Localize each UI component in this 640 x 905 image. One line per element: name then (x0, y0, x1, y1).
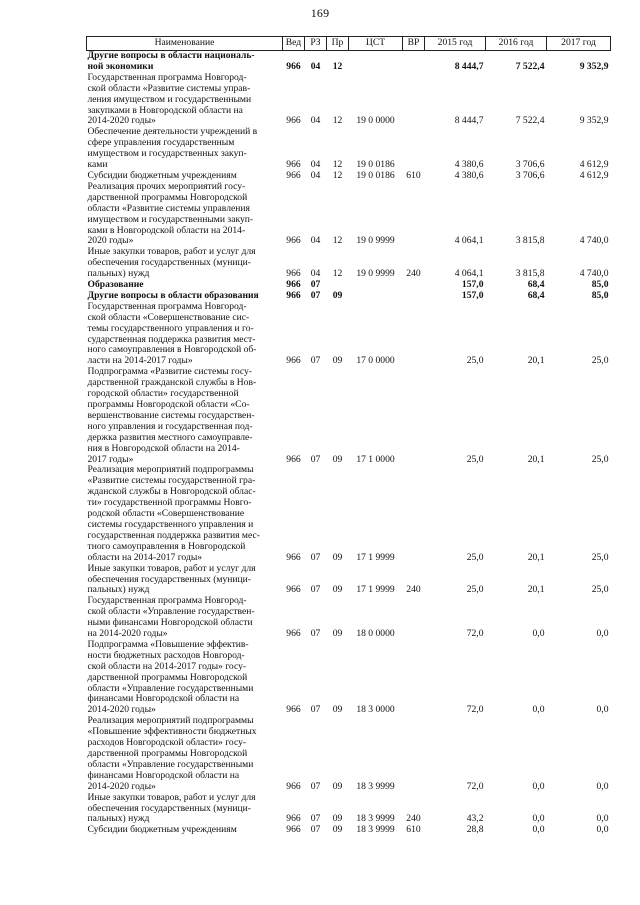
table-row (87, 596, 611, 640)
cell-name: Реализация прочих мероприятий госу- дарственной программы Новгородской области «Развитие системы управления имуществом и государственными закуп- ками в Новгородской области на 2014- 2020 годы» (87, 180, 254, 247)
cell-vr (403, 716, 425, 792)
cell-pr: 12 (332, 159, 343, 171)
cell-ved: 966 (286, 235, 301, 247)
cell-vr (403, 182, 425, 247)
cell-cst (349, 280, 403, 291)
cell-2017: 25,0 (591, 551, 609, 563)
cell-vr: 240 (406, 584, 421, 596)
cell-name: Субсидии бюджетным учреждениям (87, 169, 237, 181)
cell-cst: 19 0 0000 (356, 115, 395, 127)
cell-ved: 966 (286, 115, 301, 127)
cell-ved: 966 (286, 268, 301, 280)
cell-ved: 966 (286, 824, 301, 836)
cell-pr: 09 (332, 289, 343, 301)
table-header (87, 37, 611, 51)
cell-name: Реализация мероприятий подпрограммы «Развитие системы государственной гра- жданской службы в Новгородской облас- ти» государственной программы Новго- родской области «Совершенствование системы государственного управления и государственная поддержка развития мес- тного самоуправления в Новгородской области на 2014-2017 годы» (87, 464, 260, 563)
cell-2015: 4 064,1 (454, 235, 484, 247)
cell-rz: 07 (310, 289, 321, 301)
cell-cst: 19 0 9999 (356, 268, 395, 280)
cell-cst (349, 51, 403, 73)
cell-cst: 18 3 9999 (356, 824, 395, 836)
cell-rz: 07 (310, 279, 321, 291)
cell-rz: 07 (310, 824, 321, 836)
cell-2017: 9 352,9 (579, 115, 609, 127)
cell-vr (403, 302, 425, 367)
header-rz: РЗ (305, 37, 327, 51)
cell-vr (403, 127, 425, 171)
table-row (87, 73, 611, 128)
cell-pr: 12 (332, 115, 343, 127)
cell-rz: 07 (310, 813, 321, 825)
cell-name: Реализация мероприятий подпрограммы «Повышение эффективности бюджетных расходов Новгородской области» госу- дарственной программы Новгородской области «Управление государственными финансами Новгородской области на 2014-2020 годы» (87, 715, 257, 792)
cell-name: Образование (87, 279, 144, 291)
header-pr: Пр (327, 37, 349, 51)
header-ved: Вед (283, 37, 305, 51)
cell-2017: 25,0 (591, 355, 609, 367)
cell-pr: 12 (332, 235, 343, 247)
table-row (87, 367, 611, 465)
cell-vr (403, 73, 425, 128)
cell-vr: 240 (406, 268, 421, 280)
table-row (87, 564, 611, 597)
cell-cst (349, 291, 403, 302)
cell-2015: 25,0 (466, 584, 484, 596)
cell-2017: 4 612,9 (579, 159, 609, 171)
cell-2016: 68,4 (527, 279, 545, 291)
header-cst: ЦСТ (349, 37, 403, 51)
cell-2017: 0,0 (596, 780, 609, 792)
cell-cst: 17 1 0000 (356, 453, 395, 465)
cell-vr (403, 596, 425, 640)
cell-2015: 8 444,7 (454, 60, 484, 72)
cell-rz: 07 (310, 628, 321, 640)
cell-ved: 966 (286, 551, 301, 563)
cell-2016: 0,0 (532, 824, 545, 836)
cell-rz: 07 (310, 355, 321, 367)
cell-name: Подпрограмма «Развитие системы госу- дарственной гражданской службы в Нов- городской области» государственной программы Новгородской области «Со- вершенствование системы государствен- ного управления и государственная под- держка развития местного самоуправле- ния в Новгородской области на 2014- 2017 годы» (87, 366, 257, 465)
cell-pr: 09 (332, 551, 343, 563)
cell-rz: 07 (310, 780, 321, 792)
table-row (87, 793, 611, 826)
cell-pr: 12 (332, 268, 343, 280)
table-body (87, 51, 611, 837)
cell-2016: 0,0 (532, 704, 545, 716)
cell-ved: 966 (286, 780, 301, 792)
cell-name: Государственная программа Новгород- ской области «Совершенствование сис- темы государственного управления и го- сударственная поддержка развития мест- ного самоуправления в Новгородской об- ласти на 2014-2017 годы» (87, 300, 257, 367)
cell-pr: 09 (332, 824, 343, 836)
cell-2016: 0,0 (532, 780, 545, 792)
cell-cst: 18 3 0000 (356, 704, 395, 716)
cell-ved: 966 (286, 628, 301, 640)
header-vr: ВР (403, 37, 425, 51)
cell-name: Государственная программа Новгород- ской области «Развитие системы управ- ления имуществом и государственными закупками в Новгородской области на 2014-2020 годы» (87, 71, 252, 127)
cell-2015: 4 380,6 (454, 159, 484, 171)
cell-cst: 18 3 9999 (356, 813, 395, 825)
cell-2015: 72,0 (466, 780, 484, 792)
cell-2015: 25,0 (466, 551, 484, 563)
cell-2017: 4 740,0 (579, 235, 609, 247)
cell-vr (403, 291, 425, 302)
cell-pr: 09 (332, 704, 343, 716)
header-2015: 2015 год (425, 37, 486, 51)
cell-2017: 0,0 (596, 824, 609, 836)
cell-pr: 09 (332, 813, 343, 825)
cell-2015: 25,0 (466, 355, 484, 367)
cell-rz: 07 (310, 584, 321, 596)
cell-ved: 966 (286, 453, 301, 465)
cell-cst: 18 3 9999 (356, 780, 395, 792)
cell-2016: 20,1 (527, 453, 545, 465)
cell-ved: 966 (286, 60, 301, 72)
table-row (87, 51, 611, 73)
cell-2015: 4 064,1 (454, 268, 484, 280)
table-row (87, 716, 611, 792)
table-row (87, 640, 611, 716)
cell-2016: 7 522,4 (515, 115, 545, 127)
cell-2017: 4 612,9 (579, 169, 609, 181)
cell-2016: 20,1 (527, 551, 545, 563)
cell-rz: 04 (310, 268, 321, 280)
cell-2015: 72,0 (466, 628, 484, 640)
cell-cst: 17 0 0000 (356, 355, 395, 367)
cell-ved: 966 (286, 355, 301, 367)
cell-2015: 157,0 (461, 279, 484, 291)
cell-vr: 610 (406, 169, 421, 181)
cell-pr: 09 (332, 628, 343, 640)
table-row (87, 825, 611, 836)
cell-ved: 966 (286, 813, 301, 825)
cell-vr (403, 51, 425, 73)
cell-name: Обеспечение деятельности учреждений в сфере управления государственным имуществом и государственных закуп- ками (87, 126, 258, 171)
cell-vr (403, 280, 425, 291)
cell-cst: 17 1 9999 (356, 551, 395, 563)
table-row (87, 127, 611, 171)
cell-cst: 18 0 0000 (356, 628, 395, 640)
header-2017: 2017 год (547, 37, 611, 51)
cell-ved: 966 (286, 159, 301, 171)
cell-2017: 0,0 (596, 704, 609, 716)
cell-2016: 0,0 (532, 628, 545, 640)
cell-ved: 966 (286, 584, 301, 596)
cell-rz: 07 (310, 704, 321, 716)
cell-ved: 966 (286, 169, 301, 181)
cell-2017: 85,0 (591, 289, 609, 301)
cell-2017: 25,0 (591, 584, 609, 596)
cell-2016: 20,1 (527, 584, 545, 596)
cell-pr: 12 (332, 169, 343, 181)
cell-2016: 68,4 (527, 289, 545, 301)
cell-rz: 04 (310, 159, 321, 171)
cell-2016: 3 706,6 (515, 159, 545, 171)
cell-pr: 09 (332, 780, 343, 792)
cell-2017: 0,0 (596, 628, 609, 640)
cell-2017: 9 352,9 (579, 60, 609, 72)
cell-vr: 240 (406, 813, 421, 825)
cell-name: Другие вопросы в области националь- ной экономики (87, 50, 255, 72)
cell-vr: 610 (406, 824, 421, 836)
cell-vr (403, 465, 425, 563)
cell-name: Другие вопросы в области образования (87, 289, 259, 301)
cell-rz: 04 (310, 169, 321, 181)
cell-2017: 0,0 (596, 813, 609, 825)
cell-name: Субсидии бюджетным учреждениям (87, 824, 237, 836)
cell-rz: 07 (310, 551, 321, 563)
cell-vr (403, 367, 425, 465)
cell-2016: 3 815,8 (515, 268, 545, 280)
cell-pr: 09 (332, 453, 343, 465)
cell-rz: 04 (310, 115, 321, 127)
cell-2016: 3 706,6 (515, 169, 545, 181)
cell-rz: 04 (310, 60, 321, 72)
budget-table (86, 36, 611, 836)
table-row (87, 247, 611, 280)
cell-ved: 966 (286, 279, 301, 291)
cell-cst: 19 0 9999 (356, 235, 395, 247)
table-row (87, 302, 611, 367)
cell-2017: 25,0 (591, 453, 609, 465)
cell-2015: 4 380,6 (454, 169, 484, 181)
cell-2016: 7 522,4 (515, 60, 545, 72)
cell-2016: 20,1 (527, 355, 545, 367)
cell-ved: 966 (286, 289, 301, 301)
header-row (87, 37, 611, 51)
cell-2015: 157,0 (461, 289, 484, 301)
cell-name: Иные закупки товаров, работ и услуг для обеспечения государственных (муници- пальных) нужд (87, 791, 256, 825)
cell-name: Иные закупки товаров, работ и услуг для обеспечения государственных (муници- пальных) нужд (87, 246, 256, 280)
cell-name: Иные закупки товаров, работ и услуг для обеспечения государственных (муници- пальных) нужд (87, 562, 256, 596)
cell-rz: 04 (310, 235, 321, 247)
cell-2015: 43,2 (466, 813, 484, 825)
header-name: Наименование (87, 37, 283, 51)
cell-name: Подпрограмма «Повышение эффектив- ности бюджетных расходов Новгород- ской области на 2014-2017 годы» госу- дарственной программы Новгородской области «Управление государственными финансами Новгородской области на 2014-2020 годы» (87, 638, 254, 716)
header-2016: 2016 год (486, 37, 547, 51)
table-row (87, 465, 611, 563)
cell-2017: 4 740,0 (579, 268, 609, 280)
cell-pr: 09 (332, 584, 343, 596)
cell-name: Государственная программа Новгород- ской области «Управление государствен- ными финансами Новгородской области на 2014-2020 годы» (87, 595, 255, 640)
cell-2015: 28,8 (466, 824, 484, 836)
cell-pr: 09 (332, 355, 343, 367)
cell-ved: 966 (286, 704, 301, 716)
cell-2015: 8 444,7 (454, 115, 484, 127)
cell-2016: 0,0 (532, 813, 545, 825)
table-row (87, 182, 611, 247)
cell-2015: 25,0 (466, 453, 484, 465)
cell-cst: 19 0 0186 (356, 159, 395, 171)
cell-pr: 12 (332, 60, 343, 72)
cell-2017: 85,0 (591, 279, 609, 291)
page-number: 169 (310, 6, 330, 20)
cell-cst: 17 1 9999 (356, 584, 395, 596)
cell-cst: 19 0 0186 (356, 169, 395, 181)
cell-2016: 3 815,8 (515, 235, 545, 247)
cell-vr (403, 640, 425, 716)
cell-2015: 72,0 (466, 704, 484, 716)
cell-rz: 07 (310, 453, 321, 465)
